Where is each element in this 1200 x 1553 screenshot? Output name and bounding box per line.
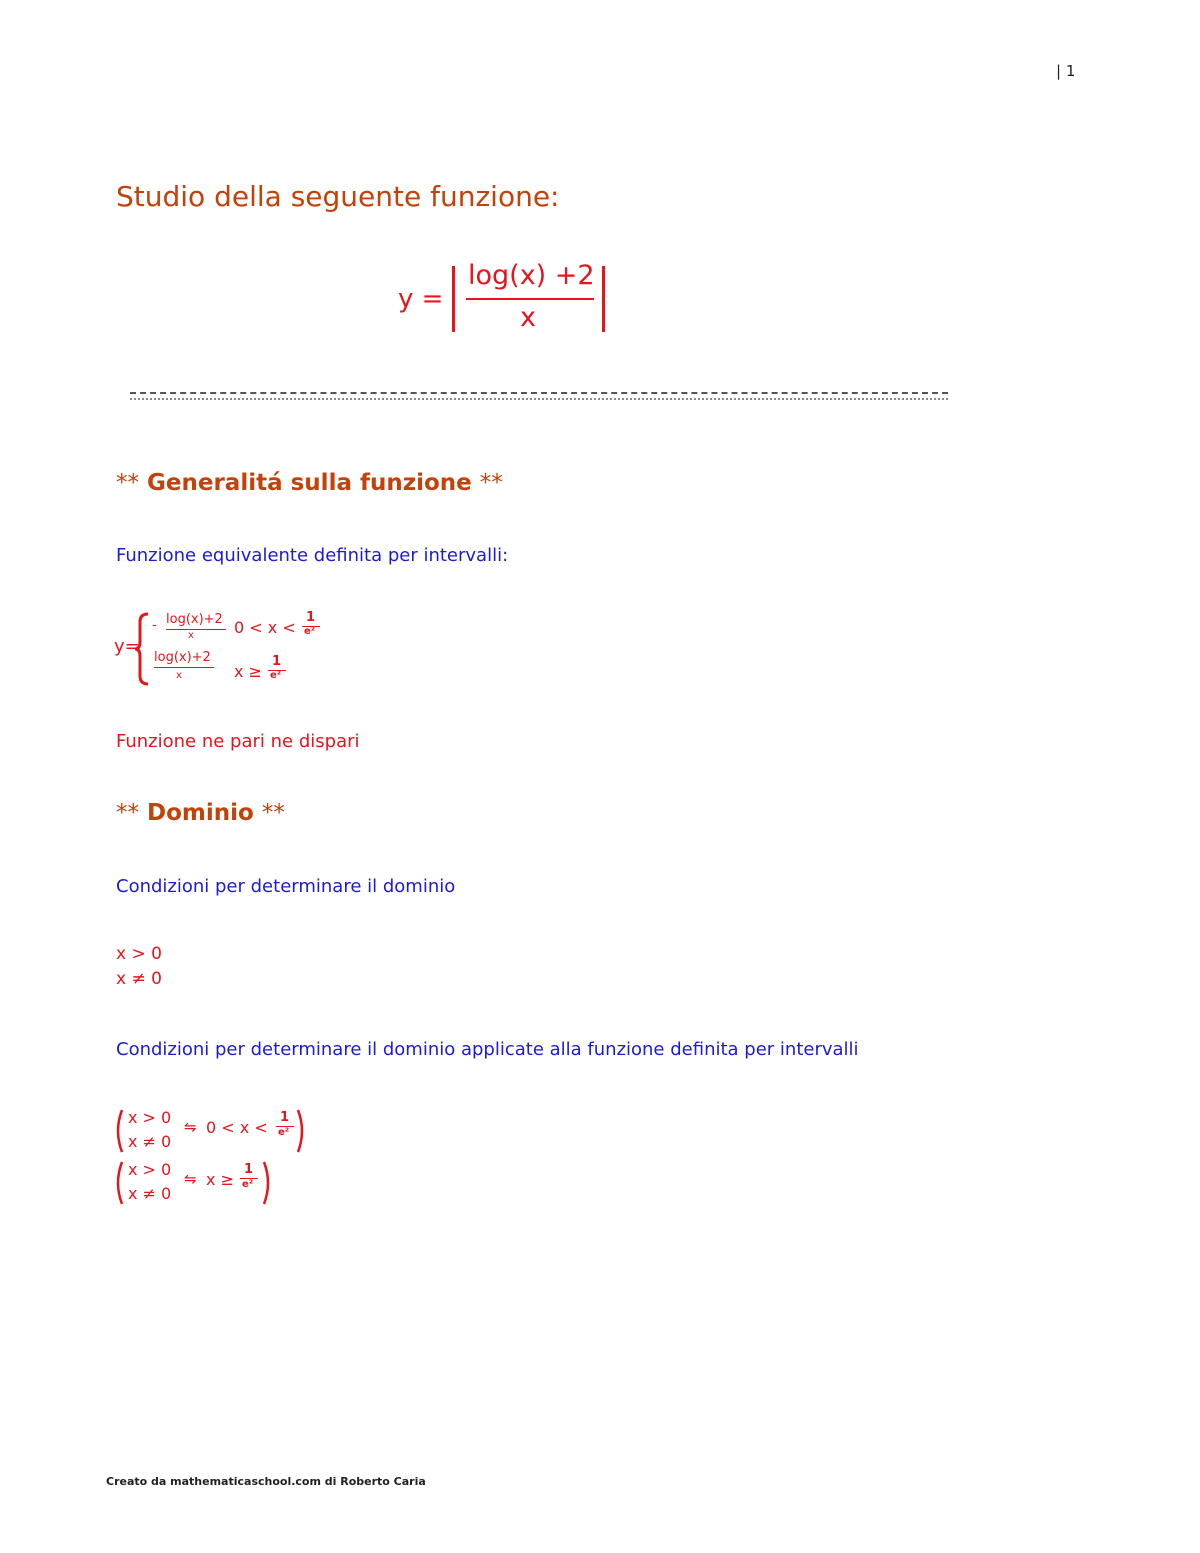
intro-equivalent-function: Funzione equivalente definita per intervalli:: [116, 545, 509, 566]
heading-text: Dominio: [147, 800, 254, 826]
abs-bar-right: [602, 266, 605, 332]
system1-interval: 0 < x <: [206, 1118, 268, 1137]
page-footer: Creato da mathematicaschool.com di Roberto Caria: [106, 1475, 426, 1488]
case2-denominator: x: [176, 670, 182, 681]
heading-stars-left: **: [116, 800, 139, 826]
system2-den: e²: [242, 1179, 254, 1190]
formula-denominator: x: [520, 302, 536, 333]
separator-line: [130, 392, 948, 394]
system2-num: 1: [244, 1162, 254, 1177]
domain-condition: x > 0: [116, 944, 162, 964]
domain-system-2: [112, 1158, 332, 1208]
case2-condition: x ≥: [234, 662, 262, 681]
case1-cond-den: e²: [304, 626, 316, 637]
separator-dots: [130, 398, 948, 400]
heading-stars-right: **: [479, 470, 503, 496]
paren-right-icon: [296, 1108, 308, 1154]
domain-conditions-intro: Condizioni per determinare il dominio: [116, 876, 456, 897]
formula-lhs: y =: [398, 284, 444, 314]
equivalence-icon: ⇋: [184, 1170, 197, 1188]
case1-fraction-line: [166, 629, 226, 630]
equivalence-icon: ⇋: [184, 1118, 197, 1136]
curly-brace-icon: [134, 612, 152, 686]
system1-line2: x ≠ 0: [128, 1132, 172, 1151]
case2-cond-den: e²: [270, 670, 282, 681]
section-heading-generalita: [116, 470, 503, 496]
paren-left-icon: [112, 1160, 124, 1206]
case1-denominator: x: [188, 630, 194, 641]
formula-fraction-line: [466, 298, 594, 300]
case1-cond-num: 1: [306, 610, 316, 625]
case2-numerator: log(x)+2: [154, 650, 211, 665]
section-heading-dominio: [116, 800, 285, 826]
heading-stars-right: **: [261, 800, 285, 826]
paren-right-icon: [262, 1160, 274, 1206]
case1-numerator: log(x)+2: [166, 612, 223, 627]
page-title: Studio della seguente funzione:: [116, 180, 560, 213]
case2-cond-num: 1: [272, 654, 282, 669]
piecewise-function: [114, 612, 374, 694]
domain-condition: x ≠ 0: [116, 969, 162, 989]
system2-line2: x ≠ 0: [128, 1184, 172, 1203]
domain-applied-intro: Condizioni per determinare il dominio applicate alla funzione definita per intervalli: [116, 1039, 859, 1060]
system1-den: e²: [278, 1127, 290, 1138]
formula-numerator: log(x) +2: [468, 260, 595, 291]
system2-interval: x ≥: [206, 1170, 234, 1189]
heading-stars-left: **: [116, 470, 139, 496]
system1-line1: x > 0: [128, 1108, 172, 1127]
piecewise-lhs: y=: [114, 636, 140, 657]
system2-line1: x > 0: [128, 1160, 172, 1179]
system1-num: 1: [280, 1110, 290, 1125]
case1-sign: -: [152, 618, 157, 633]
heading-text: Generalitá sulla funzione: [147, 470, 472, 496]
case2-fraction-line: [154, 667, 214, 668]
paren-left-icon: [112, 1108, 124, 1154]
abs-bar-left: [452, 266, 455, 332]
case1-condition: 0 < x <: [234, 618, 296, 637]
domain-system-1: [112, 1106, 332, 1156]
page-number: | 1: [1056, 62, 1076, 80]
parity-statement: Funzione ne pari ne dispari: [116, 731, 360, 752]
